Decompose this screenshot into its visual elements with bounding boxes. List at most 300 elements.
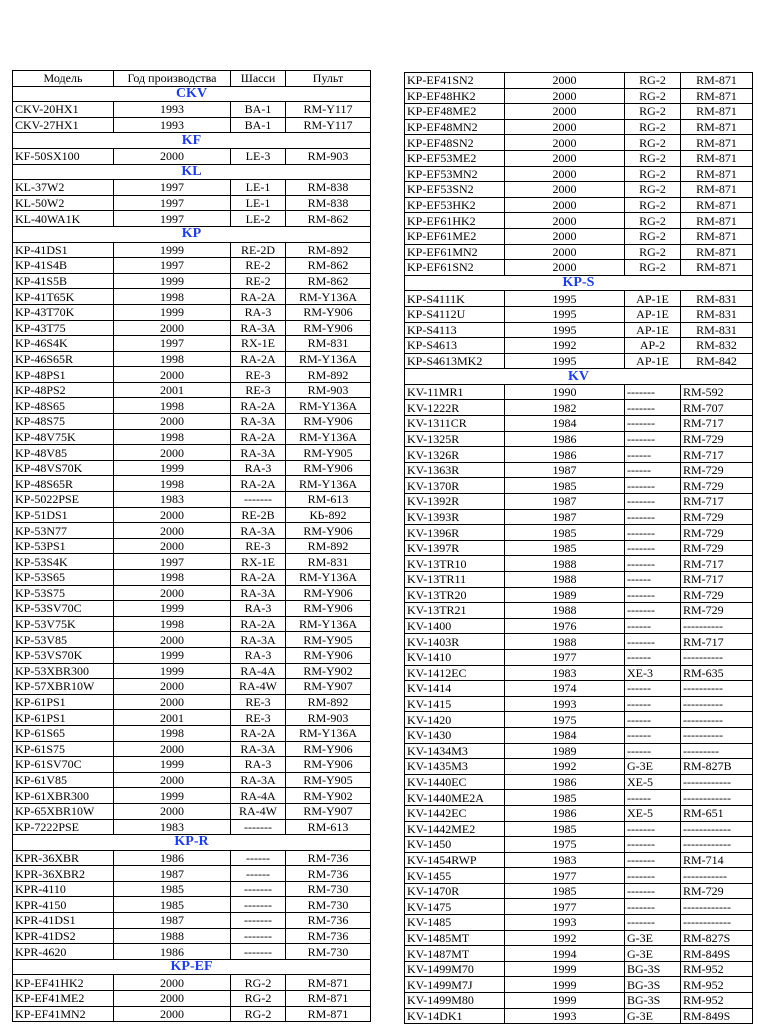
table-row xyxy=(405,73,753,89)
year-cell: 1999 xyxy=(114,601,231,617)
model-cell: KP-EF48ME2 xyxy=(405,104,505,120)
model-cell: KP-48S75 xyxy=(13,414,114,430)
year-cell: 1997 xyxy=(114,180,231,196)
table-row xyxy=(405,322,753,338)
remote-cell: RM-871 xyxy=(681,197,753,213)
year-cell: 1995 xyxy=(505,322,625,338)
year-cell: 1998 xyxy=(114,351,231,367)
remote-cell: RM-Y906 xyxy=(286,601,371,617)
year-cell: 1992 xyxy=(505,338,625,354)
table-row xyxy=(13,647,371,663)
year-cell: 1988 xyxy=(505,603,625,619)
table-row xyxy=(405,977,753,993)
table-row xyxy=(405,119,753,135)
chassis-cell: RA-3A xyxy=(231,632,286,648)
year-cell: 1999 xyxy=(114,647,231,663)
section-title: KP-R xyxy=(13,835,371,851)
year-cell: 1999 xyxy=(114,757,231,773)
chassis-cell: ------- xyxy=(231,944,286,960)
table-row xyxy=(405,634,753,650)
section-title: CKV xyxy=(13,86,371,102)
table-row xyxy=(13,336,371,352)
table-row xyxy=(405,228,753,244)
model-cell: KV-1397R xyxy=(405,540,505,556)
section-title: KP-EF xyxy=(13,959,371,975)
remote-cell: RM-736 xyxy=(286,866,371,882)
model-cell: KV-1487MT xyxy=(405,946,505,962)
remote-cell: RM-838 xyxy=(286,180,371,196)
chassis-cell: ------ xyxy=(231,866,286,882)
chassis-cell: RG-2 xyxy=(625,135,681,151)
model-cell: KPR-36XBR2 xyxy=(13,866,114,882)
model-cell: KF-50SX100 xyxy=(13,148,114,164)
model-cell: KV-13TR21 xyxy=(405,603,505,619)
chassis-cell: RA-2A xyxy=(231,616,286,632)
chassis-cell: RG-2 xyxy=(625,213,681,229)
table-row xyxy=(13,398,371,414)
table-row xyxy=(13,616,371,632)
table-row xyxy=(13,523,371,539)
remote-cell: RM-862 xyxy=(286,273,371,289)
year-cell: 2000 xyxy=(114,445,231,461)
year-cell: 1998 xyxy=(114,289,231,305)
model-cell: KPR-41DS1 xyxy=(13,913,114,929)
model-cell: KV-1311CR xyxy=(405,416,505,432)
year-cell: 2000 xyxy=(505,244,625,260)
chassis-cell: ------ xyxy=(625,447,681,463)
year-cell: 1998 xyxy=(114,398,231,414)
year-cell: 2000 xyxy=(505,197,625,213)
remote-cell: RM-729 xyxy=(681,525,753,541)
model-cell: KV-1440ME2A xyxy=(405,790,505,806)
table-row xyxy=(405,821,753,837)
table-row xyxy=(405,384,753,400)
year-cell: 2000 xyxy=(114,538,231,554)
table-row xyxy=(405,1008,753,1024)
chassis-cell: LE-1 xyxy=(231,195,286,211)
remote-cell: ---------- xyxy=(681,696,753,712)
remote-cell: RM-717 xyxy=(681,556,753,572)
left-table-body xyxy=(13,86,371,1022)
table-row xyxy=(405,727,753,743)
year-cell: 1990 xyxy=(505,384,625,400)
year-cell: 1999 xyxy=(505,993,625,1009)
chassis-cell: AP-1E xyxy=(625,322,681,338)
chassis-cell: RE-3 xyxy=(231,538,286,554)
year-cell: 1985 xyxy=(505,790,625,806)
model-cell: KP-EF53MN2 xyxy=(405,166,505,182)
model-cell: KV-1475 xyxy=(405,899,505,915)
chassis-cell: BA-1 xyxy=(231,102,286,118)
remote-cell: RM-952 xyxy=(681,977,753,993)
table-row xyxy=(13,258,371,274)
table-row xyxy=(13,304,371,320)
table-row xyxy=(405,790,753,806)
year-cell: 1999 xyxy=(114,663,231,679)
model-cell: KP-48V75K xyxy=(13,429,114,445)
remote-cell: RM-Y902 xyxy=(286,788,371,804)
year-cell: 2000 xyxy=(114,679,231,695)
table-row xyxy=(13,429,371,445)
chassis-cell: BG-3S xyxy=(625,961,681,977)
year-cell: 1997 xyxy=(114,258,231,274)
table-row xyxy=(405,353,753,369)
remote-cell: КЬ-892 xyxy=(286,507,371,523)
model-cell: KP-EF48HK2 xyxy=(405,88,505,104)
remote-cell: RM-736 xyxy=(286,913,371,929)
model-cell: KP-S4112U xyxy=(405,306,505,322)
table-row xyxy=(405,883,753,899)
model-cell: KV-1485MT xyxy=(405,930,505,946)
model-cell: KP-53S4K xyxy=(13,554,114,570)
chassis-cell: ------- xyxy=(625,540,681,556)
chassis-cell: RA-3A xyxy=(231,320,286,336)
model-cell: KPR-41DS2 xyxy=(13,928,114,944)
model-cell: KP-61S65 xyxy=(13,725,114,741)
remote-cell: RM-892 xyxy=(286,367,371,383)
model-cell: KP-61S75 xyxy=(13,741,114,757)
year-cell: 1977 xyxy=(505,899,625,915)
table-row xyxy=(405,852,753,868)
remote-cell: ---------- xyxy=(681,681,753,697)
year-cell: 1986 xyxy=(114,944,231,960)
chassis-cell: ------- xyxy=(625,509,681,525)
year-cell: 1985 xyxy=(114,897,231,913)
left-model-table xyxy=(12,70,371,1022)
model-cell: KPR-4150 xyxy=(13,897,114,913)
model-cell: KP-65XBR10W xyxy=(13,803,114,819)
table-row xyxy=(405,494,753,510)
chassis-cell: RG-2 xyxy=(625,197,681,213)
chassis-cell: BA-1 xyxy=(231,117,286,133)
chassis-cell: ------- xyxy=(625,821,681,837)
table-row xyxy=(13,273,371,289)
table-row xyxy=(405,930,753,946)
remote-cell: RM-Y136A xyxy=(286,725,371,741)
header-model: Модель xyxy=(13,71,114,87)
remote-cell: RM-729 xyxy=(681,462,753,478)
year-cell: 1993 xyxy=(505,915,625,931)
year-cell: 1995 xyxy=(505,291,625,307)
table-row xyxy=(13,850,371,866)
model-cell: KP-EF61HK2 xyxy=(405,213,505,229)
chassis-cell: RE-3 xyxy=(231,367,286,383)
chassis-cell: ------- xyxy=(625,525,681,541)
model-cell: KV-1325R xyxy=(405,431,505,447)
table-row xyxy=(13,507,371,523)
remote-cell: RM-Y117 xyxy=(286,102,371,118)
chassis-cell: ------ xyxy=(625,618,681,634)
remote-cell: RM-849S xyxy=(681,946,753,962)
model-cell: KV-1434M3 xyxy=(405,743,505,759)
section-title: KP xyxy=(13,226,371,242)
remote-cell: RM-Y136A xyxy=(286,398,371,414)
remote-cell: RM-717 xyxy=(681,572,753,588)
remote-cell: RM-862 xyxy=(286,258,371,274)
remote-cell: ----------- xyxy=(681,868,753,884)
model-cell: KV-1403R xyxy=(405,634,505,650)
remote-cell: RM-Y905 xyxy=(286,445,371,461)
model-cell: KP-61PS1 xyxy=(13,694,114,710)
model-cell: KP-41DS1 xyxy=(13,242,114,258)
remote-cell: RM-729 xyxy=(681,509,753,525)
year-cell: 1987 xyxy=(505,494,625,510)
table-row xyxy=(405,649,753,665)
year-cell: 1985 xyxy=(505,525,625,541)
year-cell: 1985 xyxy=(114,881,231,897)
table-row xyxy=(405,915,753,931)
remote-cell: RM-Y902 xyxy=(286,663,371,679)
model-cell: KV-1414 xyxy=(405,681,505,697)
table-row xyxy=(13,881,371,897)
chassis-cell: LE-1 xyxy=(231,180,286,196)
table-row xyxy=(13,632,371,648)
year-cell: 2000 xyxy=(505,73,625,89)
section-header-row xyxy=(13,164,371,180)
remote-cell: RM-871 xyxy=(681,244,753,260)
year-cell: 1999 xyxy=(114,460,231,476)
year-cell: 1976 xyxy=(505,618,625,634)
year-cell: 2000 xyxy=(505,135,625,151)
model-cell: KV-1396R xyxy=(405,525,505,541)
year-cell: 1977 xyxy=(505,868,625,884)
model-cell: KV-14DK1 xyxy=(405,1008,505,1024)
model-cell: KV-11MR1 xyxy=(405,384,505,400)
table-row xyxy=(13,242,371,258)
remote-cell: RM-717 xyxy=(681,416,753,432)
chassis-cell: RA-2A xyxy=(231,570,286,586)
chassis-cell: RG-2 xyxy=(625,119,681,135)
remote-cell: ------------ xyxy=(681,837,753,853)
year-cell: 1992 xyxy=(505,930,625,946)
table-row xyxy=(13,382,371,398)
year-cell: 2000 xyxy=(114,741,231,757)
remote-cell: RM-871 xyxy=(681,260,753,276)
remote-cell: RM-831 xyxy=(286,336,371,352)
year-cell: 2000 xyxy=(505,228,625,244)
remote-cell: RM-871 xyxy=(681,135,753,151)
table-row xyxy=(405,244,753,260)
remote-cell: RM-871 xyxy=(681,228,753,244)
remote-cell: RM-892 xyxy=(286,538,371,554)
remote-cell: RM-Y136A xyxy=(286,289,371,305)
year-cell: 2001 xyxy=(114,710,231,726)
year-cell: 2000 xyxy=(114,991,231,1007)
model-cell: KP-57XBR10W xyxy=(13,679,114,695)
model-cell: KV-1370R xyxy=(405,478,505,494)
chassis-cell: RA-2A xyxy=(231,351,286,367)
table-row xyxy=(13,991,371,1007)
chassis-cell: ------- xyxy=(231,913,286,929)
chassis-cell: XE-5 xyxy=(625,805,681,821)
remote-cell: RM-736 xyxy=(286,850,371,866)
table-row xyxy=(405,525,753,541)
remote-cell: RM-871 xyxy=(681,88,753,104)
header-year: Год производства xyxy=(114,71,231,87)
section-title: KP-S xyxy=(405,275,753,291)
table-row xyxy=(13,570,371,586)
table-row xyxy=(13,866,371,882)
year-cell: 2000 xyxy=(114,1006,231,1022)
remote-cell: RM-Y906 xyxy=(286,304,371,320)
year-cell: 1997 xyxy=(114,336,231,352)
chassis-cell: ------- xyxy=(625,852,681,868)
table-row xyxy=(13,320,371,336)
table-row xyxy=(405,712,753,728)
table-row xyxy=(13,741,371,757)
table-row xyxy=(405,104,753,120)
year-cell: 1975 xyxy=(505,712,625,728)
chassis-cell: G-3E xyxy=(625,759,681,775)
model-cell: KV-1442EC xyxy=(405,805,505,821)
chassis-cell: RA-3 xyxy=(231,757,286,773)
chassis-cell: ------ xyxy=(231,850,286,866)
chassis-cell: LE-2 xyxy=(231,211,286,227)
chassis-cell: ------- xyxy=(625,603,681,619)
year-cell: 2000 xyxy=(505,88,625,104)
table-row xyxy=(13,679,371,695)
remote-cell: RM-Y906 xyxy=(286,585,371,601)
table-row xyxy=(13,554,371,570)
remote-cell: RM-729 xyxy=(681,883,753,899)
chassis-cell: RA-3A xyxy=(231,445,286,461)
chassis-cell: LE-3 xyxy=(231,148,286,164)
remote-cell: RM-892 xyxy=(286,694,371,710)
year-cell: 2000 xyxy=(505,213,625,229)
year-cell: 1999 xyxy=(505,961,625,977)
model-cell: KV-1410 xyxy=(405,649,505,665)
chassis-cell: ------- xyxy=(625,883,681,899)
model-cell: KP-5022PSE xyxy=(13,492,114,508)
remote-cell: RM-903 xyxy=(286,148,371,164)
year-cell: 1993 xyxy=(114,102,231,118)
remote-cell: RM-831 xyxy=(681,322,753,338)
year-cell: 1982 xyxy=(505,400,625,416)
table-row xyxy=(13,757,371,773)
year-cell: 1993 xyxy=(505,696,625,712)
model-cell: KV-13TR11 xyxy=(405,572,505,588)
model-cell: KP-61PS1 xyxy=(13,710,114,726)
table-row xyxy=(13,913,371,929)
table-row xyxy=(405,462,753,478)
chassis-cell: RE-3 xyxy=(231,382,286,398)
model-cell: KP-51DS1 xyxy=(13,507,114,523)
table-row xyxy=(13,897,371,913)
table-row xyxy=(13,460,371,476)
table-row xyxy=(405,572,753,588)
year-cell: 1986 xyxy=(505,774,625,790)
chassis-cell: ------- xyxy=(231,897,286,913)
remote-cell: RM-831 xyxy=(681,291,753,307)
model-cell: KP-EF48MN2 xyxy=(405,119,505,135)
year-cell: 2000 xyxy=(114,694,231,710)
chassis-cell: ------ xyxy=(625,572,681,588)
table-row xyxy=(13,445,371,461)
year-cell: 2000 xyxy=(505,104,625,120)
model-cell: KV-13TR20 xyxy=(405,587,505,603)
remote-cell: RM-849S xyxy=(681,1008,753,1024)
chassis-cell: RA-2A xyxy=(231,429,286,445)
year-cell: 1993 xyxy=(114,117,231,133)
remote-cell: ------------ xyxy=(681,790,753,806)
year-cell: 1974 xyxy=(505,681,625,697)
model-cell: KV-1430 xyxy=(405,727,505,743)
chassis-cell: RA-3A xyxy=(231,772,286,788)
header-remote: Пульт xyxy=(286,71,371,87)
model-cell: KV-1485 xyxy=(405,915,505,931)
model-cell: KV-1326R xyxy=(405,447,505,463)
table-row xyxy=(405,338,753,354)
year-cell: 1995 xyxy=(505,306,625,322)
chassis-cell: ------- xyxy=(231,881,286,897)
remote-cell: RM-613 xyxy=(286,492,371,508)
remote-cell: RM-952 xyxy=(681,961,753,977)
model-cell: KP-EF41MN2 xyxy=(13,1006,114,1022)
model-cell: KP-53S75 xyxy=(13,585,114,601)
table-row xyxy=(13,585,371,601)
year-cell: 1988 xyxy=(114,928,231,944)
remote-cell: RM-635 xyxy=(681,665,753,681)
remote-cell: RM-729 xyxy=(681,478,753,494)
remote-cell: RM-871 xyxy=(286,991,371,1007)
remote-cell: ------------ xyxy=(681,821,753,837)
model-cell: KP-EF48SN2 xyxy=(405,135,505,151)
model-cell: KV-1420 xyxy=(405,712,505,728)
chassis-cell: ------ xyxy=(625,681,681,697)
chassis-cell: RG-2 xyxy=(625,182,681,198)
year-cell: 1999 xyxy=(114,242,231,258)
table-row xyxy=(405,166,753,182)
remote-cell: RM-871 xyxy=(681,73,753,89)
model-cell: KP-EF41HK2 xyxy=(13,975,114,991)
year-cell: 2000 xyxy=(114,414,231,430)
model-cell: KP-61XBR300 xyxy=(13,788,114,804)
table-row xyxy=(13,928,371,944)
table-row xyxy=(13,663,371,679)
remote-cell: RM-831 xyxy=(286,554,371,570)
model-cell: KV-1454RWP xyxy=(405,852,505,868)
year-cell: 2000 xyxy=(505,166,625,182)
header-row xyxy=(13,71,371,87)
model-cell: KP-53V85 xyxy=(13,632,114,648)
section-title: KF xyxy=(13,133,371,149)
model-cell: KP-EF41ME2 xyxy=(13,991,114,1007)
year-cell: 1984 xyxy=(505,727,625,743)
year-cell: 1989 xyxy=(505,587,625,603)
table-row xyxy=(13,944,371,960)
chassis-cell: G-3E xyxy=(625,930,681,946)
model-cell: KL-50W2 xyxy=(13,195,114,211)
table-row xyxy=(405,805,753,821)
chassis-cell: ------- xyxy=(625,384,681,400)
chassis-cell: RX-1E xyxy=(231,336,286,352)
table-row xyxy=(13,367,371,383)
year-cell: 2000 xyxy=(114,632,231,648)
remote-cell: ---------- xyxy=(681,712,753,728)
model-cell: KP-48PS2 xyxy=(13,382,114,398)
model-cell: KP-53VS70K xyxy=(13,647,114,663)
remote-cell: RM-Y906 xyxy=(286,647,371,663)
right-model-table xyxy=(404,72,753,1024)
year-cell: 1998 xyxy=(114,570,231,586)
chassis-cell: ------- xyxy=(625,494,681,510)
table-row xyxy=(13,117,371,133)
table-row xyxy=(405,260,753,276)
year-cell: 2000 xyxy=(114,772,231,788)
year-cell: 2000 xyxy=(114,320,231,336)
remote-cell: ---------- xyxy=(681,727,753,743)
chassis-cell: RA-3A xyxy=(231,585,286,601)
